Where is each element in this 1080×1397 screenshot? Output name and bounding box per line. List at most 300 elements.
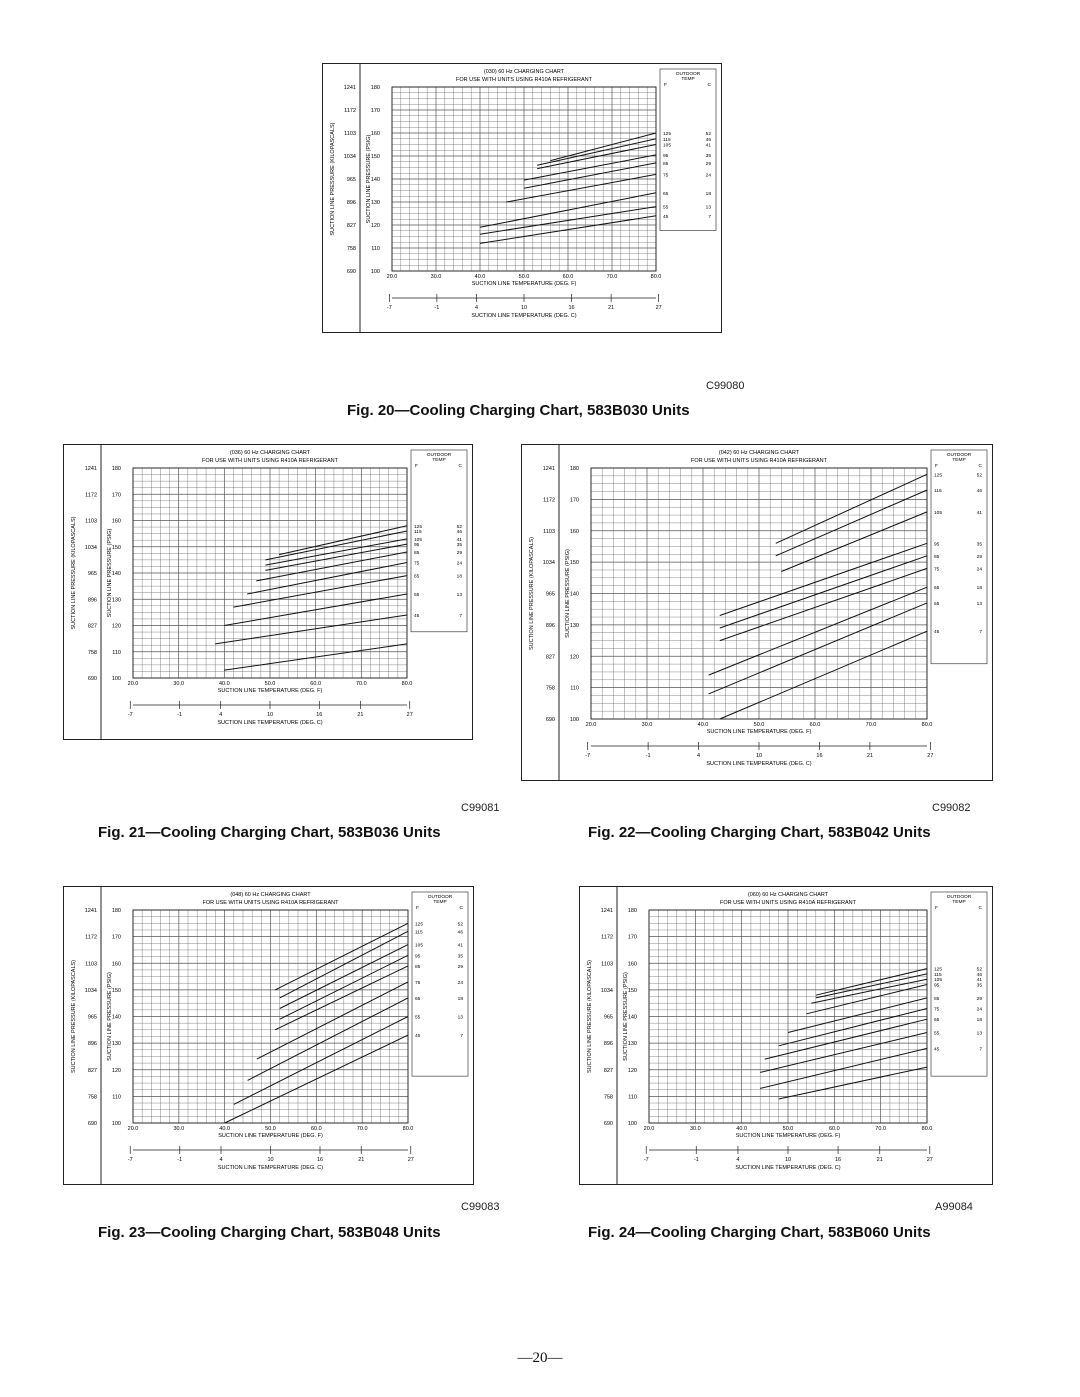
x-tick-f: 20.0 <box>127 1126 139 1132</box>
legend-entry-f: 125 <box>934 967 943 973</box>
y-tick-psig: 110 <box>371 246 380 252</box>
legend-entry-c: 35 <box>456 543 462 549</box>
x-tick-f: 70.0 <box>355 681 367 687</box>
legend-entry-f: 115 <box>934 488 942 494</box>
legend-col-c: C <box>458 464 462 469</box>
y-axis-label-kpa: SUCTION LINE PRESSURE (KILOPASCALS) <box>71 960 77 1073</box>
legend-col-c: C <box>459 906 463 911</box>
legend-col-f: F <box>935 464 938 469</box>
y-tick-kpa: 965 <box>346 177 356 183</box>
legend-entry-c: 46 <box>976 488 982 494</box>
y-tick-kpa: 1034 <box>343 154 356 160</box>
legend-title: OUTDOOR <box>946 453 972 458</box>
y-axis-label-psig: SUCTION LINE PRESSURE (PSIG) <box>107 972 113 1061</box>
legend-entry-f: 125 <box>663 132 672 137</box>
legend-entry-f: 115 <box>415 930 423 936</box>
legend-entry-c: 41 <box>705 143 711 149</box>
x-tick-f: 50.0 <box>265 1126 276 1132</box>
x-axis-label-f: SUCTION LINE TEMPERATURE (DEG. F) <box>217 688 323 694</box>
y-tick-kpa: 758 <box>603 1094 613 1101</box>
legend-entry-c: 35 <box>457 954 463 960</box>
legend-entry-f: 75 <box>414 561 420 567</box>
x-tick-f: 60.0 <box>310 681 322 687</box>
figure-caption-fig24: Fig. 24—Cooling Charging Chart, 583B060 Units <box>588 1224 931 1241</box>
legend-entry-c: 13 <box>456 593 462 598</box>
x-tick-c: -1 <box>177 712 183 718</box>
legend-entry-c: 52 <box>976 473 982 479</box>
y-axis-label-psig: SUCTION LINE PRESSURE (PSIG) <box>107 528 113 618</box>
y-axis-label-kpa: SUCTION LINE PRESSURE (KILOPASCALS) <box>330 122 336 236</box>
legend-entry-f: 125 <box>415 922 424 928</box>
x-tick-c: -1 <box>434 305 440 311</box>
legend-entry-f: 75 <box>934 1007 940 1013</box>
y-tick-kpa: 896 <box>545 622 555 629</box>
legend-entry-c: 29 <box>976 996 982 1002</box>
y-tick-psig: 150 <box>111 987 121 994</box>
x-tick-c: -7 <box>585 753 591 759</box>
legend-entry-f: 65 <box>663 191 669 197</box>
y-tick-psig: 160 <box>111 518 121 525</box>
x-tick-f: 20.0 <box>127 681 139 687</box>
legend-entry-c: 7 <box>979 630 982 636</box>
y-tick-psig: 150 <box>569 560 579 567</box>
legend-entry-f: 125 <box>934 473 943 479</box>
y-tick-kpa: 1034 <box>600 987 613 994</box>
legend-entry-c: 24 <box>976 1007 982 1013</box>
x-tick-c: 4 <box>696 753 701 759</box>
y-tick-psig: 170 <box>569 497 579 504</box>
legend-entry-c: 35 <box>976 542 982 548</box>
y-tick-psig: 180 <box>569 466 579 472</box>
legend-entry-f: 45 <box>934 630 940 636</box>
legend-title: TEMP <box>432 458 446 463</box>
y-tick-kpa: 1103 <box>85 961 97 968</box>
x-tick-f: 50.0 <box>264 681 276 687</box>
figure-code-fig22: C99082 <box>932 802 971 814</box>
x-tick-f: 40.0 <box>218 681 230 687</box>
y-tick-psig: 110 <box>112 649 121 656</box>
x-tick-c: 4 <box>219 1157 223 1163</box>
legend-entry-c: 24 <box>456 561 462 567</box>
x-tick-f: 80.0 <box>401 681 413 687</box>
y-tick-kpa: 1103 <box>543 528 555 535</box>
y-tick-kpa: 758 <box>346 246 356 252</box>
x-tick-f: 70.0 <box>865 722 877 728</box>
figure-code-fig20: C99080 <box>706 380 745 392</box>
y-tick-kpa: 1172 <box>543 497 555 504</box>
x-tick-f: 70.0 <box>356 1126 368 1132</box>
y-tick-kpa: 896 <box>87 1041 97 1048</box>
chart-fig23 <box>63 886 474 1185</box>
legend-col-c: C <box>707 83 711 88</box>
y-tick-kpa: 1241 <box>84 908 97 914</box>
x-axis-label-c: SUCTION LINE TEMPERATURE (DEG. C) <box>217 1165 324 1171</box>
y-tick-psig: 130 <box>111 597 121 604</box>
legend-col-f: F <box>935 906 938 911</box>
y-tick-kpa: 827 <box>346 223 356 229</box>
legend-entry-c: 13 <box>976 1031 982 1037</box>
y-axis-label-kpa: SUCTION LINE PRESSURE (KILOPASCALS) <box>587 960 593 1073</box>
legend-entry-f: 95 <box>663 153 669 159</box>
x-tick-c: 21 <box>357 712 364 718</box>
x-tick-c: 21 <box>866 753 873 759</box>
y-tick-kpa: 896 <box>87 597 97 604</box>
legend-entry-f: 115 <box>414 530 422 535</box>
legend-title: OUTDOOR <box>426 453 452 458</box>
y-tick-kpa: 758 <box>87 1094 97 1101</box>
legend-entry-f: 85 <box>934 554 940 560</box>
legend-entry-f: 105 <box>934 978 943 984</box>
x-tick-c: 27 <box>655 305 662 311</box>
x-tick-f: 40.0 <box>697 722 709 728</box>
y-axis-label-kpa: SUCTION LINE PRESSURE (KILOPASCALS) <box>529 537 535 650</box>
chart-subtitle: FOR USE WITH UNITS USING R410A REFRIGERANT <box>691 458 827 464</box>
y-tick-psig: 150 <box>370 154 380 160</box>
chart-title: (060) 60 Hz CHARGING CHART <box>747 892 829 898</box>
chart-frame <box>580 887 993 1185</box>
y-tick-kpa: 1034 <box>84 987 97 994</box>
x-axis-label-f: SUCTION LINE TEMPERATURE (DEG. F) <box>218 1133 323 1139</box>
legend-entry-c: 52 <box>457 922 463 928</box>
legend-entry-f: 75 <box>415 980 421 986</box>
chart-subtitle: FOR USE WITH UNITS USING R410A REFRIGERANT <box>202 900 339 906</box>
x-axis-label-c: SUCTION LINE TEMPERATURE (DEG. C) <box>706 761 812 767</box>
x-tick-c: 21 <box>358 1157 365 1163</box>
legend-entry-f: 75 <box>663 173 669 179</box>
x-tick-c: 4 <box>736 1157 740 1163</box>
x-tick-c: -1 <box>177 1157 183 1163</box>
legend-col-f: F <box>415 464 418 469</box>
legend-entry-f: 85 <box>415 964 421 970</box>
y-tick-kpa: 965 <box>87 571 97 577</box>
legend-entry-f: 65 <box>934 1018 940 1024</box>
chart-fig20 <box>322 63 722 333</box>
y-tick-psig: 120 <box>627 1067 637 1074</box>
chart-fig24 <box>579 886 993 1185</box>
legend-entry-c: 29 <box>976 554 982 560</box>
y-tick-psig: 130 <box>370 200 380 206</box>
x-tick-c: 10 <box>755 753 763 759</box>
x-tick-c: 27 <box>927 753 934 759</box>
y-tick-kpa: 827 <box>87 623 97 630</box>
y-tick-kpa: 690 <box>346 269 356 275</box>
y-tick-kpa: 1241 <box>600 908 613 914</box>
y-tick-kpa: 1103 <box>601 961 613 968</box>
legend-entry-c: 7 <box>979 1047 982 1053</box>
legend-col-f: F <box>416 906 419 911</box>
y-tick-kpa: 1103 <box>344 131 356 137</box>
y-tick-psig: 140 <box>627 1014 637 1021</box>
legend-title: OUTDOOR <box>427 895 453 900</box>
chart-fig20-svg <box>322 63 722 333</box>
chart-fig22 <box>521 444 993 781</box>
legend-entry-f: 75 <box>934 567 940 573</box>
x-tick-f: 20.0 <box>386 274 398 280</box>
chart-title: (048) 60 Hz CHARGING CHART <box>230 892 311 898</box>
y-tick-kpa: 1172 <box>601 934 613 941</box>
x-tick-f: 30.0 <box>641 722 653 728</box>
legend-title: OUTDOOR <box>675 72 701 77</box>
page-number: —20— <box>517 1350 563 1366</box>
y-tick-psig: 100 <box>111 1121 121 1127</box>
y-tick-psig: 180 <box>370 85 380 91</box>
legend-entry-c: 7 <box>459 614 462 619</box>
y-axis-label-psig: SUCTION LINE PRESSURE (PSIG) <box>623 972 629 1061</box>
legend-entry-f: 45 <box>663 214 669 220</box>
y-tick-psig: 100 <box>627 1121 637 1127</box>
legend-entry-f: 105 <box>663 143 672 149</box>
legend-entry-c: 35 <box>976 983 982 989</box>
x-tick-c: 16 <box>316 712 323 718</box>
legend-entry-c: 7 <box>460 1034 463 1040</box>
legend-entry-f: 125 <box>414 524 423 530</box>
legend-entry-f: 115 <box>934 972 942 978</box>
legend-entry-c: 24 <box>976 567 982 573</box>
figure-code-fig24: A99084 <box>935 1201 973 1213</box>
legend-entry-c: 41 <box>976 510 982 516</box>
legend-entry-f: 55 <box>934 1031 940 1037</box>
y-tick-psig: 100 <box>111 676 121 682</box>
legend-col-c: C <box>978 464 982 469</box>
y-tick-psig: 180 <box>111 908 121 914</box>
y-tick-psig: 110 <box>112 1094 121 1101</box>
legend-entry-f: 45 <box>415 1034 421 1040</box>
y-tick-kpa: 827 <box>603 1067 613 1074</box>
x-axis-label-c: SUCTION LINE TEMPERATURE (DEG. C) <box>735 1165 841 1171</box>
y-tick-psig: 160 <box>569 528 579 535</box>
y-tick-psig: 120 <box>111 1067 121 1074</box>
legend-entry-f: 65 <box>414 574 420 580</box>
legend-entry-c: 52 <box>456 524 462 530</box>
y-tick-psig: 120 <box>370 223 380 229</box>
y-tick-psig: 180 <box>627 908 637 914</box>
x-tick-f: 70.0 <box>606 274 618 280</box>
legend-entry-c: 46 <box>457 930 463 936</box>
y-tick-psig: 180 <box>111 466 121 472</box>
y-tick-kpa: 1241 <box>84 466 97 472</box>
y-tick-psig: 170 <box>627 934 637 941</box>
legend-entry-f: 55 <box>663 205 669 211</box>
legend-entry-c: 46 <box>976 972 982 978</box>
legend-entry-f: 105 <box>415 943 424 949</box>
x-tick-c: 27 <box>407 1157 414 1163</box>
y-tick-psig: 130 <box>111 1041 121 1048</box>
x-tick-f: 30.0 <box>689 1126 701 1132</box>
y-tick-psig: 100 <box>569 717 579 723</box>
y-tick-psig: 130 <box>627 1041 637 1048</box>
y-tick-psig: 170 <box>111 492 121 499</box>
chart-fig23-svg <box>63 886 474 1185</box>
legend-entry-f: 45 <box>414 614 420 619</box>
legend-entry-f: 105 <box>934 510 943 516</box>
y-tick-psig: 170 <box>111 934 121 941</box>
legend-title: TEMP <box>433 900 447 905</box>
x-tick-c: 27 <box>926 1157 933 1163</box>
x-tick-c: -7 <box>127 712 133 718</box>
y-tick-psig: 100 <box>370 269 380 275</box>
y-tick-kpa: 1034 <box>84 544 97 551</box>
y-tick-psig: 110 <box>570 685 579 692</box>
legend-entry-f: 85 <box>663 161 669 167</box>
legend-entry-f: 55 <box>414 593 420 598</box>
y-tick-psig: 110 <box>628 1094 637 1101</box>
x-tick-c: -1 <box>693 1157 699 1163</box>
x-tick-f: 20.0 <box>643 1126 655 1132</box>
legend-entry-c: 41 <box>456 537 462 543</box>
legend-entry-f: 95 <box>934 542 940 548</box>
legend-entry-c: 24 <box>457 980 463 986</box>
x-tick-c: 16 <box>816 753 823 759</box>
y-tick-psig: 130 <box>569 622 579 629</box>
y-tick-psig: 160 <box>111 961 121 968</box>
y-tick-kpa: 758 <box>545 685 555 692</box>
y-tick-psig: 120 <box>111 623 121 630</box>
chart-fig21 <box>63 444 473 740</box>
x-tick-c: 16 <box>834 1157 842 1163</box>
legend-entry-c: 29 <box>457 964 463 970</box>
legend-entry-c: 46 <box>705 137 711 143</box>
x-tick-f: 80.0 <box>921 722 933 728</box>
chart-fig21-svg <box>63 444 473 740</box>
legend-title: OUTDOOR <box>946 895 972 900</box>
x-axis-label-f: SUCTION LINE TEMPERATURE (DEG. F) <box>471 281 577 287</box>
legend-entry-f: 85 <box>934 996 940 1002</box>
x-tick-c: 21 <box>608 305 615 311</box>
figure-caption-fig22: Fig. 22—Cooling Charging Chart, 583B042 Units <box>588 824 931 841</box>
figure-caption-fig23: Fig. 23—Cooling Charging Chart, 583B048 Units <box>98 1224 441 1241</box>
x-tick-c: -7 <box>386 305 392 311</box>
legend-entry-c: 35 <box>705 153 711 159</box>
y-tick-kpa: 1172 <box>85 492 97 499</box>
x-tick-c: 16 <box>568 305 575 311</box>
x-tick-f: 40.0 <box>219 1126 231 1132</box>
legend-entry-c: 13 <box>457 1015 463 1021</box>
y-tick-kpa: 1034 <box>542 560 555 567</box>
x-tick-c: 16 <box>316 1157 324 1163</box>
x-tick-f: 20.0 <box>585 722 597 728</box>
y-tick-kpa: 1172 <box>85 934 97 941</box>
chart-subtitle: FOR USE WITH UNITS USING R410A REFRIGERANT <box>202 458 338 464</box>
legend-title: TEMP <box>681 77 695 82</box>
x-tick-f: 50.0 <box>753 722 765 728</box>
legend-entry-c: 7 <box>708 214 711 220</box>
x-tick-c: 10 <box>267 1157 274 1163</box>
legend-entry-c: 18 <box>705 191 711 197</box>
legend-entry-c: 18 <box>457 996 463 1002</box>
y-tick-kpa: 690 <box>603 1121 613 1127</box>
x-axis-label-f: SUCTION LINE TEMPERATURE (DEG. F) <box>735 1133 841 1139</box>
legend-entry-c: 29 <box>705 161 711 167</box>
x-tick-c: 4 <box>219 712 223 718</box>
legend-entry-c: 52 <box>976 967 982 973</box>
y-tick-kpa: 690 <box>87 1121 97 1127</box>
chart-title: (030) 60 Hz CHARGING CHART <box>483 69 565 75</box>
y-tick-kpa: 827 <box>545 654 555 661</box>
chart-subtitle: FOR USE WITH UNITS USING R410A REFRIGERANT <box>456 77 592 83</box>
y-tick-kpa: 1172 <box>344 108 356 114</box>
x-tick-f: 60.0 <box>562 274 574 280</box>
y-tick-kpa: 1241 <box>343 85 356 91</box>
y-axis-label-psig: SUCTION LINE PRESSURE (PSIG) <box>565 549 571 638</box>
x-tick-c: 21 <box>876 1157 883 1163</box>
x-tick-f: 30.0 <box>430 274 442 280</box>
x-tick-f: 80.0 <box>402 1126 414 1132</box>
x-tick-f: 30.0 <box>173 681 185 687</box>
chart-title: (042) 60 Hz CHARGING CHART <box>718 450 800 456</box>
figure-code-fig23: C99083 <box>461 1201 500 1213</box>
figure-caption-fig21: Fig. 21—Cooling Charging Chart, 583B036 Units <box>98 824 441 841</box>
y-tick-psig: 140 <box>111 571 121 577</box>
legend-entry-f: 65 <box>934 586 940 592</box>
y-tick-psig: 160 <box>370 131 380 137</box>
y-tick-kpa: 690 <box>87 676 97 682</box>
legend-entry-c: 41 <box>976 978 982 984</box>
x-axis-label-c: SUCTION LINE TEMPERATURE (DEG. C) <box>217 720 323 726</box>
y-tick-kpa: 965 <box>87 1014 97 1021</box>
x-tick-f: 50.0 <box>518 274 530 280</box>
figure-caption-fig20: Fig. 20—Cooling Charging Chart, 583B030 Units <box>347 402 690 419</box>
y-tick-psig: 140 <box>370 177 380 183</box>
x-tick-f: 30.0 <box>173 1126 185 1132</box>
y-tick-kpa: 1241 <box>542 466 555 472</box>
y-axis-label-kpa: SUCTION LINE PRESSURE (KILOPASCALS) <box>71 516 77 630</box>
legend-entry-f: 95 <box>934 983 940 989</box>
legend-entry-f: 55 <box>934 601 940 607</box>
y-tick-kpa: 896 <box>603 1041 613 1048</box>
x-tick-c: -7 <box>127 1157 133 1163</box>
legend-entry-c: 13 <box>705 205 711 211</box>
legend-entry-f: 95 <box>414 543 420 549</box>
y-tick-psig: 140 <box>569 591 579 598</box>
y-tick-psig: 160 <box>627 961 637 968</box>
y-tick-kpa: 690 <box>545 717 555 723</box>
legend-entry-c: 18 <box>976 586 982 592</box>
chart-subtitle: FOR USE WITH UNITS USING R410A REFRIGERANT <box>720 900 856 906</box>
y-tick-kpa: 1103 <box>85 518 97 525</box>
x-tick-c: -7 <box>643 1157 649 1163</box>
legend-entry-c: 18 <box>976 1018 982 1024</box>
legend-entry-c: 46 <box>456 530 462 535</box>
legend-title: TEMP <box>952 458 966 463</box>
x-tick-c: 27 <box>406 712 413 718</box>
y-tick-psig: 140 <box>111 1014 121 1021</box>
x-tick-f: 80.0 <box>650 274 662 280</box>
legend-title: TEMP <box>952 900 966 905</box>
x-tick-c: 10 <box>266 712 274 718</box>
y-tick-kpa: 827 <box>87 1067 97 1074</box>
x-axis-label-c: SUCTION LINE TEMPERATURE (DEG. C) <box>471 313 577 319</box>
legend-entry-f: 65 <box>415 996 421 1002</box>
y-tick-psig: 170 <box>370 108 380 114</box>
legend-col-c: C <box>978 906 982 911</box>
legend-entry-f: 85 <box>414 551 420 556</box>
legend-entry-c: 52 <box>705 132 711 137</box>
x-tick-f: 60.0 <box>310 1126 322 1132</box>
figure-code-fig21: C99081 <box>461 802 500 814</box>
y-tick-kpa: 965 <box>545 591 555 598</box>
x-tick-f: 80.0 <box>921 1126 933 1132</box>
chart-fig24-svg <box>579 886 993 1185</box>
legend-entry-c: 24 <box>705 173 711 179</box>
legend-entry-f: 55 <box>415 1015 421 1021</box>
x-tick-f: 40.0 <box>736 1126 748 1132</box>
x-tick-c: 4 <box>474 305 479 311</box>
legend-entry-c: 13 <box>976 601 982 607</box>
x-tick-f: 60.0 <box>828 1126 840 1132</box>
chart-fig22-svg <box>521 444 993 781</box>
y-tick-psig: 150 <box>111 544 121 551</box>
y-tick-psig: 150 <box>627 987 637 994</box>
